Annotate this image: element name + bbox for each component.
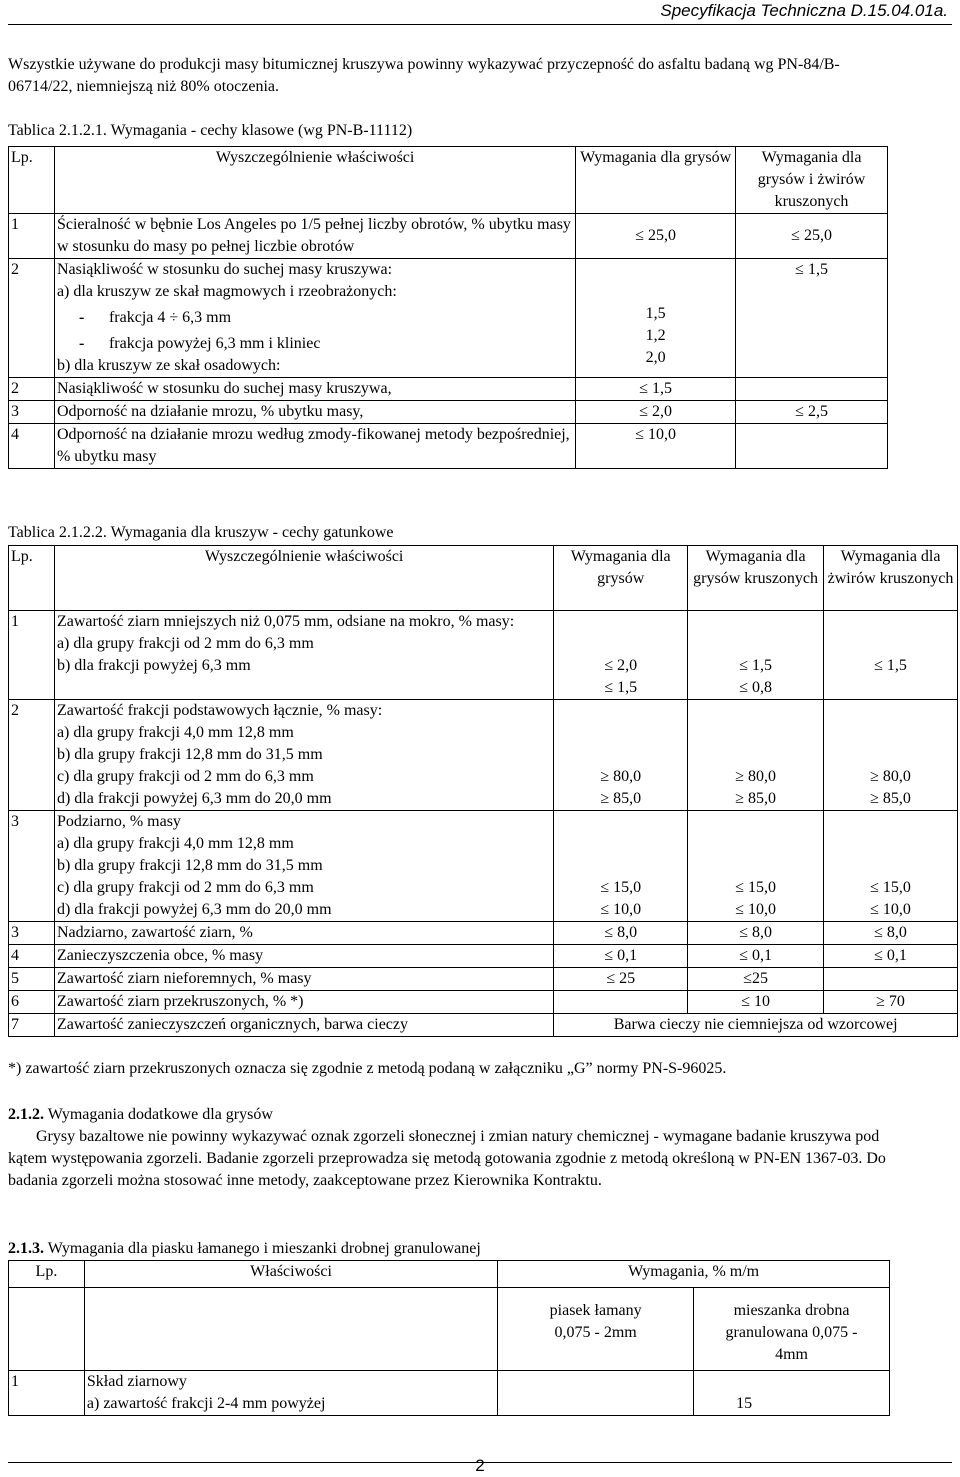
desc-line: Zawartość frakcji podstawowych łącznie, % masy: (56, 702, 383, 719)
section-title: Wymagania dodatkowe dla grysów (44, 1106, 273, 1123)
cell-value (824, 700, 958, 811)
cell-value: ≤ 8,0 (824, 922, 958, 945)
value-line: ≤ 1,5 (739, 657, 772, 674)
dash-item (57, 307, 573, 329)
cell-value: ≤ 8,0 (688, 922, 824, 945)
table-row (9, 1371, 890, 1416)
cell-value: ≤ 25,0 (576, 214, 736, 259)
cell-lp: 3 (9, 401, 55, 424)
desc-line: b) dla grupy frakcji 12,8 mm do 31,5 mm (56, 857, 323, 874)
cell-value: ≤ 25 (554, 968, 688, 991)
cell-value (688, 611, 824, 700)
desc-line: b) dla frakcji powyżej 6,3 mm (56, 657, 251, 674)
table-row (9, 811, 958, 922)
value-line: 1,5 (645, 305, 666, 322)
value-line: ≤ 0,8 (739, 679, 772, 696)
cell-desc: Odporność na działanie mrozu według zmody-fikowanej metody bezpośredniej, % ubytku masy (54, 424, 575, 469)
cell-lp: 2 (9, 378, 55, 401)
desc-line: d) dla frakcji powyżej 6,3 mm do 20,0 mm (56, 790, 332, 807)
spacer (826, 700, 955, 766)
desc-line: c) dla grupy frakcji od 2 mm do 6,3 mm (56, 879, 314, 896)
header-property: Właściwości (84, 1261, 497, 1288)
cell-value (824, 968, 958, 991)
cell-value: ≤ 0,1 (824, 945, 958, 968)
cell-desc (54, 700, 553, 811)
cell-value (736, 378, 888, 401)
value-line: ≤ 1,5 (874, 657, 907, 674)
value-line: 1,2 (645, 327, 666, 344)
cell-lp: 2 (9, 700, 55, 811)
subheader-mieszanka: mieszanka drobna granulowana 0,075 - 4mm (694, 1288, 890, 1371)
cell-desc: Zawartość ziarn przekruszonych, % *) (54, 991, 553, 1014)
cell-desc (54, 259, 575, 378)
value-line: ≤ 10,0 (600, 901, 642, 918)
cell-desc (54, 811, 553, 922)
cell-value (824, 811, 958, 922)
cell-desc: Odporność na działanie mrozu, % ubytku masy, (54, 401, 575, 424)
header-lp: Lp. (9, 1261, 85, 1288)
section-number: 2.1.2. (8, 1106, 44, 1123)
spacer (556, 811, 685, 877)
cell-value: ≥ 70 (824, 991, 958, 1014)
value-line: ≤ 15,0 (600, 879, 642, 896)
cell-value: ≤ 10,0 (576, 424, 736, 469)
table-row (9, 378, 888, 401)
desc-line: Nasiąkliwość w stosunku do suchej masy kruszywa: (56, 261, 393, 278)
value-line: ≤ 2,0 (604, 657, 638, 674)
cell-value (554, 811, 688, 922)
cell-lp: 7 (9, 1014, 55, 1037)
cell-lp: 3 (9, 922, 55, 945)
table-row (9, 424, 888, 469)
table-grade-requirements (8, 545, 958, 1037)
table-row (9, 611, 958, 700)
cell-value (736, 424, 888, 469)
value-line: ≥ 85,0 (735, 790, 776, 807)
header-lp: Lp. (9, 546, 55, 611)
cell-value: ≤ 2,0 (576, 401, 736, 424)
value-line: ≤ 1,5 (604, 679, 638, 696)
desc-line: a) dla kruszyw ze skał magmowych i rzeobrażonych: (56, 283, 397, 300)
page-number: 2 (475, 1456, 485, 1475)
cell-value: ≤ 1,5 (736, 259, 888, 378)
cell-value: ≤ 10 (688, 991, 824, 1014)
spacer (826, 811, 955, 877)
spacer (690, 611, 821, 655)
header-req-zwiry: Wymagania dla żwirów kruszonych (824, 546, 958, 611)
desc-line: b) dla kruszyw ze skał osadowych: (56, 357, 281, 374)
desc-line: Skład ziarnowy (86, 1373, 187, 1390)
value-line: ≥ 80,0 (600, 768, 642, 785)
value-line: 2,0 (645, 349, 666, 366)
cell-lp: 4 (9, 945, 55, 968)
table-sand-requirements (8, 1260, 890, 1416)
table-class-requirements (8, 146, 888, 469)
desc-line: Zawartość ziarn mniejszych niż 0,075 mm, odsiane na mokro, % masy: (56, 613, 515, 630)
header-req-kruszone: Wymagania dla grysów i żwirów kruszonych (736, 147, 888, 214)
table-subheader-row (9, 1288, 890, 1371)
spacer (690, 811, 821, 877)
section-2-1-2-body: Grysy bazaltowe nie powinny wykazywać oznak zgorzeli słonecznej i zmian natury chemicznej - wymagane badanie kruszywa pod kątem występowania zgorzeli. Badanie zgorzeli przeprowadza się metodą gotowania zgodnie z metodą określoną w PN-EN 1367-03. Do badania zgorzeli można stosować inne metody, zaakceptowane przez Kierownika Kontraktu. (8, 1128, 886, 1189)
spacer (826, 611, 955, 655)
cell-value (576, 259, 736, 378)
dash-marker: - (78, 309, 85, 326)
table-row (9, 214, 888, 259)
table-row (9, 700, 958, 811)
table-header-row (9, 1261, 890, 1288)
cell-value (694, 1371, 890, 1416)
cell-desc (84, 1371, 497, 1416)
cell-value (688, 700, 824, 811)
cell-desc: Ścieralność w bębnie Los Angeles po 1/5 pełnej liczby obrotów, % ubytku masy w stosunku do masy po pełnej liczbie obrotów (54, 214, 575, 259)
value-line: ≥ 80,0 (870, 768, 911, 785)
desc-line: d) dla frakcji powyżej 6,3 mm do 20,0 mm (56, 901, 332, 918)
spacer (578, 259, 733, 303)
cell-lp: 1 (9, 214, 55, 259)
cell-value (688, 811, 824, 922)
value-line: ≤ 15,0 (870, 879, 911, 896)
header-requirements: Wymagania, % m/m (498, 1261, 890, 1288)
table-row (9, 1014, 958, 1037)
section-2-1-3-heading (8, 1238, 481, 1260)
value-line: ≤ 15,0 (735, 879, 776, 896)
cell-value: ≤25 (688, 968, 824, 991)
table-row (9, 968, 958, 991)
value-line: ≤ 10,0 (735, 901, 776, 918)
cell-desc: Nadziarno, zawartość ziarn, % (54, 922, 553, 945)
value-line: 15 (736, 1395, 753, 1412)
empty-cell (84, 1288, 497, 1371)
value-line: ≤ 10,0 (870, 901, 911, 918)
cell-lp: 3 (9, 811, 55, 922)
desc-line: frakcja powyżej 6,3 mm i kliniec (108, 335, 321, 352)
table-row (9, 922, 958, 945)
desc-line: a) dla grupy frakcji od 2 mm do 6,3 mm (56, 635, 314, 652)
cell-value (824, 611, 958, 700)
table-row (9, 401, 888, 424)
cell-value: ≤ 25,0 (736, 214, 888, 259)
cell-value (554, 611, 688, 700)
cell-desc: Zawartość zanieczyszczeń organicznych, barwa cieczy (54, 1014, 553, 1037)
value-line: ≥ 85,0 (870, 790, 911, 807)
desc-line: Podziarno, % masy (56, 813, 181, 830)
table-row (9, 991, 958, 1014)
desc-line: a) dla grupy frakcji 4,0 mm 12,8 mm (56, 724, 294, 741)
cell-value-merged: Barwa cieczy nie ciemniejsza od wzorcowej (554, 1014, 958, 1037)
header-req-grysy: Wymagania dla grysów (576, 147, 736, 214)
header-lp: Lp. (9, 147, 55, 214)
value-line: ≥ 80,0 (735, 768, 776, 785)
cell-value: ≤ 0,1 (554, 945, 688, 968)
value-line: ≥ 85,0 (600, 790, 642, 807)
cell-lp: 4 (9, 424, 55, 469)
cell-value: ≤ 0,1 (688, 945, 824, 968)
table1-caption: Tablica 2.1.2.1. Wymagania - cechy klasowe (wg PN-B-11112) (8, 122, 413, 139)
spacer (556, 611, 685, 655)
cell-value (554, 700, 688, 811)
table2-caption: Tablica 2.1.2.2. Wymagania dla kruszyw - cechy gatunkowe (8, 524, 394, 541)
spacer (556, 700, 685, 766)
header-property: Wyszczególnienie właściwości (54, 147, 575, 214)
cell-desc: Zawartość ziarn nieforemnych, % masy (54, 968, 553, 991)
table-header-row (9, 546, 958, 611)
cell-value: ≤ 8,0 (554, 922, 688, 945)
cell-lp: 1 (9, 1371, 85, 1416)
subheader-piasek: piasek łamany 0,075 - 2mm (498, 1288, 694, 1371)
spacer (696, 1371, 887, 1393)
header-title: Specyfikacja Techniczna D.15.04.01a. (660, 1, 948, 20)
section-2-1-2-heading (8, 1104, 273, 1126)
cell-value: ≤ 1,5 (576, 378, 736, 401)
dash-item (57, 333, 573, 355)
cell-lp: 1 (9, 611, 55, 700)
cell-lp: 2 (9, 259, 55, 378)
desc-line: a) zawartość frakcji 2-4 mm powyżej (86, 1395, 326, 1412)
header-property: Wyszczególnienie właściwości (54, 546, 553, 611)
dash-marker: - (78, 335, 85, 352)
cell-desc (54, 611, 553, 700)
section-number: 2.1.3. (8, 1240, 44, 1257)
table-row (9, 259, 888, 378)
intro-paragraph: Wszystkie używane do produkcji masy bitumicznej kruszywa powinny wykazywać przyczepność do asfaltu badaną wg PN-84/B-06714/22, niemniejszą niż 80% otoczenia. (8, 56, 840, 95)
cell-lp: 5 (9, 968, 55, 991)
cell-lp: 6 (9, 991, 55, 1014)
cell-value: ≤ 2,5 (736, 401, 888, 424)
section-title: Wymagania dla piasku łamanego i mieszanki drobnej granulowanej (44, 1240, 481, 1257)
desc-line: a) dla grupy frakcji 4,0 mm 12,8 mm (56, 835, 294, 852)
desc-line: c) dla grupy frakcji od 2 mm do 6,3 mm (56, 768, 314, 785)
cell-value (554, 991, 688, 1014)
cell-desc: Nasiąkliwość w stosunku do suchej masy kruszywa, (54, 378, 575, 401)
spacer (690, 700, 821, 766)
desc-line: frakcja 4 ÷ 6,3 mm (108, 309, 232, 326)
footnote: *) zawartość ziarn przekruszonych oznacza się zgodnie z metodą podaną w załączniku „G” normy PN-S-96025. (8, 1060, 727, 1077)
desc-line: b) dla grupy frakcji 12,8 mm do 31,5 mm (56, 746, 323, 763)
table-row (9, 945, 958, 968)
header-req-grysy-kruszone: Wymagania dla grysów kruszonych (688, 546, 824, 611)
cell-desc: Zanieczyszczenia obce, % masy (54, 945, 553, 968)
table-header-row (9, 147, 888, 214)
header-rule (8, 24, 952, 25)
empty-cell (498, 1371, 694, 1416)
empty-cell (9, 1288, 85, 1371)
header-req-grysy: Wymagania dla grysów (554, 546, 688, 611)
